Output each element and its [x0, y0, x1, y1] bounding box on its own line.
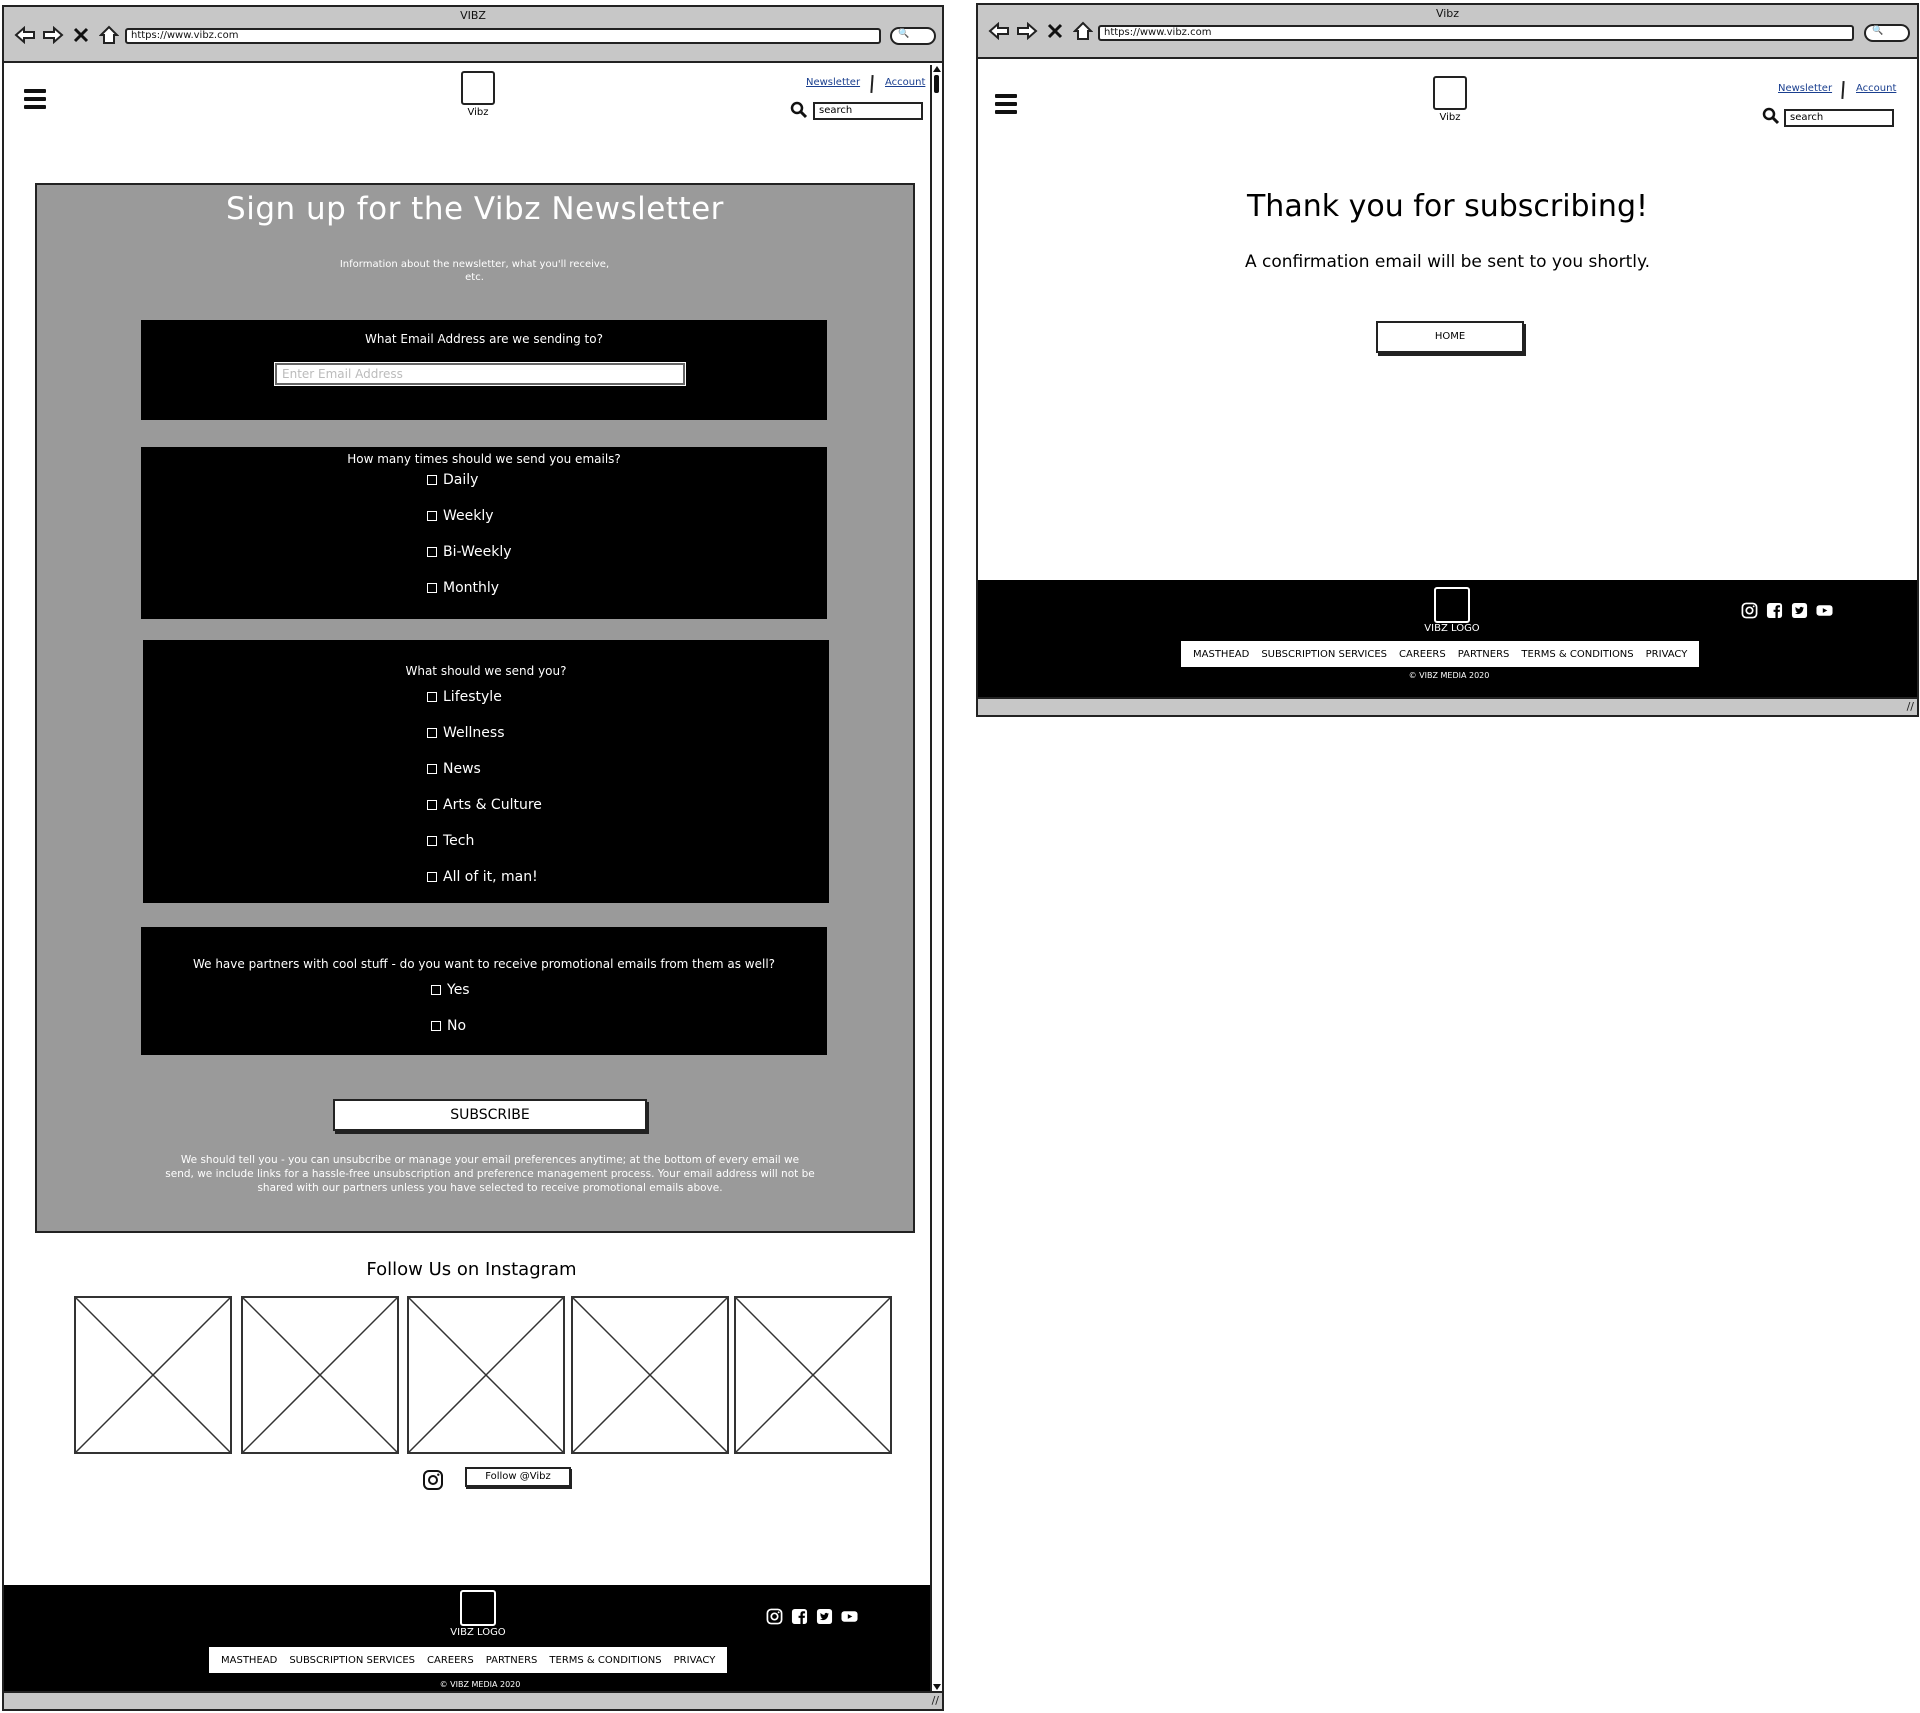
vibz-logo[interactable]: [1433, 76, 1467, 110]
status-bar: [978, 697, 1917, 715]
footer-link-subscription-services[interactable]: SUBSCRIPTION SERVICES: [289, 1654, 416, 1666]
thanks-browser-window: [976, 3, 1919, 717]
frequency-option-daily[interactable]: Daily: [427, 472, 478, 488]
footer-nav: [209, 1647, 727, 1673]
site-footer: [4, 1585, 932, 1698]
site-footer: [978, 580, 1917, 698]
partners-section: [141, 927, 827, 1055]
browser-search-field[interactable]: [1864, 24, 1910, 42]
address-bar[interactable]: https://www.vibz.com: [125, 28, 881, 44]
vertical-scrollbar[interactable]: [930, 65, 942, 1691]
frequency-question: How many times should we send you emails?: [347, 452, 621, 466]
browser-search-field[interactable]: [890, 27, 936, 45]
newsletter-signup-panel: [35, 183, 915, 1233]
topics-section: [143, 640, 829, 903]
checkbox[interactable]: [431, 1021, 441, 1031]
signup-info-text: Information about the newsletter, what you'll receive, etc.: [339, 259, 610, 283]
youtube-icon[interactable]: [841, 1608, 858, 1625]
thanks-title: Thank you for subscribing!: [1246, 189, 1649, 224]
address-bar[interactable]: https://www.vibz.com: [1098, 25, 1854, 41]
footer-link-careers[interactable]: CAREERS: [1399, 648, 1446, 660]
resize-grip-icon[interactable]: //: [931, 1694, 939, 1707]
instagram-icon[interactable]: [1741, 602, 1758, 619]
link-divider: [870, 75, 873, 93]
hamburger-menu-icon[interactable]: [24, 89, 46, 109]
home-icon[interactable]: [1072, 20, 1094, 42]
browser-titlebar: [978, 5, 1917, 59]
page-viewport: [978, 61, 1917, 715]
footer-link-subscription-services[interactable]: SUBSCRIPTION SERVICES: [1261, 648, 1388, 660]
forward-arrow-icon[interactable]: [1016, 20, 1038, 42]
link-divider: [1841, 81, 1844, 99]
footer-copyright: © VIBZ MEDIA 2020: [1408, 671, 1490, 680]
twitter-icon[interactable]: [1791, 602, 1808, 619]
hamburger-menu-icon[interactable]: [995, 94, 1017, 114]
social-links: [766, 1608, 858, 1625]
newsletter-link[interactable]: Newsletter: [1778, 83, 1833, 94]
checkbox[interactable]: [427, 872, 437, 882]
frequency-option-weekly[interactable]: Weekly: [427, 508, 494, 524]
checkbox[interactable]: [427, 836, 437, 846]
forward-arrow-icon[interactable]: [42, 24, 64, 46]
newsletter-link[interactable]: Newsletter: [806, 77, 861, 88]
browser-titlebar: [4, 7, 942, 63]
footer-link-partners[interactable]: PARTNERS: [485, 1654, 538, 1666]
checkbox[interactable]: [427, 728, 437, 738]
partners-option-no[interactable]: No: [431, 1018, 466, 1034]
back-arrow-icon[interactable]: [14, 24, 36, 46]
stop-x-icon[interactable]: [1044, 20, 1066, 42]
home-button[interactable]: HOME: [1376, 321, 1524, 353]
checkbox[interactable]: [427, 764, 437, 774]
footer-logo[interactable]: [460, 1590, 496, 1626]
footer-link-privacy[interactable]: PRIVACY: [1645, 648, 1688, 660]
checkbox[interactable]: [427, 692, 437, 702]
subscribe-button[interactable]: SUBSCRIBE: [333, 1099, 647, 1131]
checkbox[interactable]: [427, 475, 437, 485]
confirmation-message: A confirmation email will be sent to you shortly.: [1244, 252, 1651, 272]
facebook-icon[interactable]: [791, 1608, 808, 1625]
footer-logo-label: VIBZ LOGO: [450, 1627, 506, 1638]
checkbox[interactable]: [427, 583, 437, 593]
footer-link-masthead[interactable]: MASTHEAD: [1193, 648, 1250, 660]
stop-x-icon[interactable]: [70, 24, 92, 46]
checkbox[interactable]: [431, 985, 441, 995]
email-section: [141, 320, 827, 420]
checkbox[interactable]: [427, 547, 437, 557]
email-field[interactable]: Enter Email Address: [275, 363, 685, 385]
vibz-logo[interactable]: [461, 71, 495, 105]
window-title: Vibz: [1435, 7, 1460, 20]
topic-option-tech[interactable]: Tech: [427, 833, 474, 849]
facebook-icon[interactable]: [1766, 602, 1783, 619]
topic-option-arts-culture[interactable]: Arts & Culture: [427, 797, 542, 813]
search-input[interactable]: search: [813, 102, 923, 120]
account-link[interactable]: Account: [885, 77, 926, 88]
topic-option-all[interactable]: All of it, man!: [427, 869, 538, 885]
footer-link-privacy[interactable]: PRIVACY: [673, 1654, 716, 1666]
frequency-section: [141, 447, 827, 619]
follow-instagram-button[interactable]: Follow @Vibz: [465, 1467, 571, 1487]
youtube-icon[interactable]: [1816, 602, 1833, 619]
scroll-thumb[interactable]: [934, 75, 939, 93]
back-arrow-icon[interactable]: [988, 20, 1010, 42]
footer-link-terms[interactable]: TERMS & CONDITIONS: [1521, 648, 1634, 660]
instagram-image-placeholder[interactable]: [241, 1296, 399, 1454]
footer-link-partners[interactable]: PARTNERS: [1457, 648, 1510, 660]
home-icon[interactable]: [98, 24, 120, 46]
twitter-icon[interactable]: [816, 1608, 833, 1625]
status-bar: [4, 1691, 942, 1709]
instagram-icon[interactable]: [766, 1608, 783, 1625]
instagram-image-placeholder[interactable]: [571, 1296, 729, 1454]
magnifier-icon: 🔍: [898, 29, 910, 39]
search-icon[interactable]: [1762, 107, 1780, 125]
footer-logo-label: VIBZ LOGO: [1424, 623, 1480, 634]
footer-link-terms[interactable]: TERMS & CONDITIONS: [549, 1654, 662, 1666]
frequency-option-monthly[interactable]: Monthly: [427, 580, 499, 596]
signup-title: Sign up for the Vibz Newsletter: [226, 191, 724, 227]
search-icon[interactable]: [790, 101, 808, 119]
window-title: VIBZ: [460, 9, 486, 22]
footer-link-careers[interactable]: CAREERS: [427, 1654, 474, 1666]
topic-option-lifestyle[interactable]: Lifestyle: [427, 689, 502, 705]
footer-copyright: © VIBZ MEDIA 2020: [439, 1680, 521, 1689]
magnifier-icon: 🔍: [1872, 26, 1884, 36]
logo-label: Vibz: [1439, 112, 1461, 123]
social-links: [1741, 602, 1833, 619]
footer-nav: [1181, 641, 1699, 667]
email-question: What Email Address are we sending to?: [365, 332, 603, 346]
logo-label: Vibz: [467, 107, 489, 118]
instagram-image-placeholder[interactable]: [734, 1296, 892, 1454]
topic-option-news[interactable]: News: [427, 761, 481, 777]
account-link[interactable]: Account: [1856, 83, 1897, 94]
topics-question: What should we send you?: [405, 664, 567, 678]
unsubscribe-fineprint: We should tell you - you can unsubcribe or manage your email preferences anytime; at the bottom of every email we send, we include links for a hassle-free unsubscription and preference management process. Your email address will not be shared with our partners unless you have selected to receive promotional emails above.: [165, 1154, 815, 1194]
instagram-icon[interactable]: [422, 1469, 444, 1491]
topic-option-wellness[interactable]: Wellness: [427, 725, 505, 741]
search-input[interactable]: search: [1784, 109, 1894, 127]
signup-browser-window: [2, 5, 944, 1711]
instagram-heading: Follow Us on Instagram: [366, 1259, 577, 1280]
footer-link-masthead[interactable]: MASTHEAD: [221, 1654, 278, 1666]
checkbox[interactable]: [427, 800, 437, 810]
resize-grip-icon[interactable]: //: [1906, 700, 1914, 713]
instagram-image-placeholder[interactable]: [407, 1296, 565, 1454]
page-viewport: [4, 65, 942, 1709]
checkbox[interactable]: [427, 511, 437, 521]
instagram-image-placeholder[interactable]: [74, 1296, 232, 1454]
footer-logo[interactable]: [1434, 587, 1470, 623]
partners-question: We have partners with cool stuff - do you want to receive promotional emails from them as well?: [192, 957, 776, 971]
partners-option-yes[interactable]: Yes: [431, 982, 470, 998]
frequency-option-biweekly[interactable]: Bi-Weekly: [427, 544, 512, 560]
